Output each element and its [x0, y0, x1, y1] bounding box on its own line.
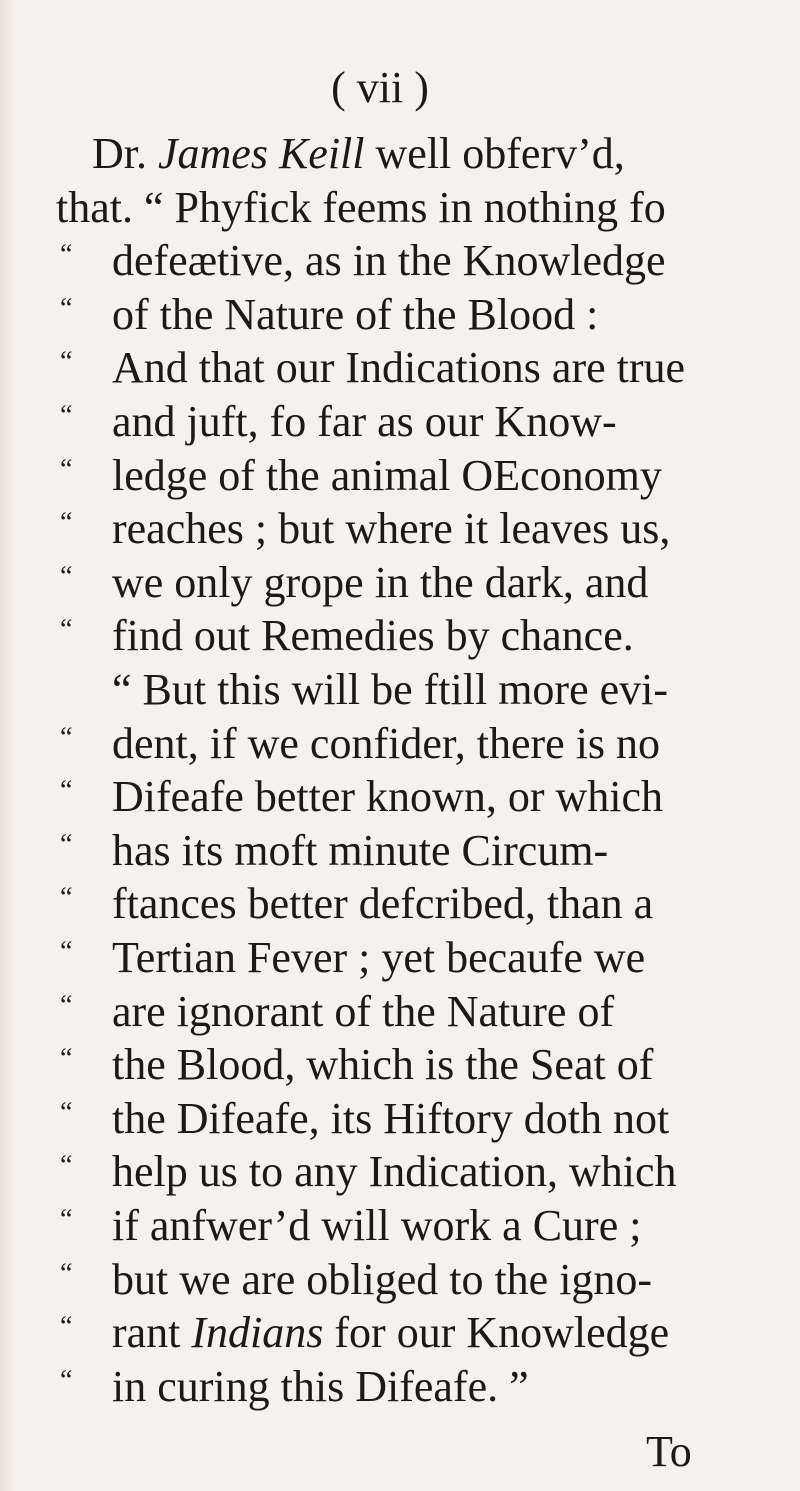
text-line — [0, 823, 800, 879]
text-run: are ignorant of the Nature of — [112, 986, 615, 1036]
line-text — [112, 1252, 652, 1308]
text-line — [0, 287, 800, 343]
italic-text: Indians — [191, 1308, 324, 1358]
text-run: rant — [112, 1308, 192, 1358]
quotation-mark: “ — [60, 614, 73, 646]
text-line — [0, 984, 800, 1040]
line-text — [112, 1359, 529, 1415]
text-run: we only grope in the dark, and — [112, 557, 649, 607]
quotation-mark: “ — [60, 507, 73, 539]
text-line — [0, 555, 800, 611]
text-line — [0, 716, 800, 772]
quotation-mark: “ — [60, 828, 73, 860]
line-text — [112, 1037, 653, 1093]
text-run: but we are obliged to the igno- — [112, 1254, 653, 1304]
italic-text: James Keill — [158, 129, 365, 178]
quotation-mark: “ — [60, 292, 73, 324]
text-run: has its moft minute Circum- — [112, 825, 609, 875]
text-line — [0, 180, 800, 236]
text-run: Dr. — [92, 129, 158, 178]
quotation-mark: “ — [60, 560, 73, 592]
text-line — [0, 1091, 800, 1147]
line-text — [112, 769, 663, 825]
text-run: well obferv’d, — [364, 129, 625, 178]
text-line — [0, 1198, 800, 1254]
text-run: Difeafe better known, or which — [112, 772, 664, 822]
line-text — [112, 984, 614, 1040]
quotation-mark: “ — [60, 936, 73, 967]
quotation-mark: “ — [60, 453, 73, 485]
text-run: the Blood, which is the Seat of — [112, 1040, 654, 1090]
text-run: ftances better defcribed, than a — [112, 879, 654, 929]
quotation-mark: “ — [60, 1204, 73, 1235]
text-run: defeætive, as in the Knowledge — [112, 236, 666, 286]
line-text — [112, 1198, 641, 1254]
quotation-mark: “ — [60, 1364, 73, 1396]
quotation-mark: “ — [60, 1096, 73, 1128]
text-line — [0, 769, 800, 825]
quotation-mark: “ — [60, 1257, 73, 1289]
line-text — [112, 716, 660, 772]
text-run: And that our Indications are true — [112, 343, 686, 393]
line-text — [112, 555, 648, 611]
text-run: Tertian Fever ; yet becaufe we — [112, 933, 646, 982]
line-text — [112, 823, 608, 879]
text-run: if anfwer’d will work a Cure ; — [112, 1201, 642, 1250]
text-run: find out Remedies by chance. — [112, 611, 634, 661]
text-run: of the Nature of the Blood : — [112, 289, 599, 339]
line-text — [112, 394, 617, 450]
line-text — [112, 608, 634, 664]
line-text — [112, 1144, 677, 1200]
line-text — [112, 501, 670, 557]
text-run: in curing this Difeafe. ” — [112, 1361, 529, 1411]
text-run: that. “ Phyfick feems in nothing fo — [56, 182, 666, 232]
quotation-mark: “ — [60, 775, 73, 807]
text-line — [0, 608, 800, 664]
line-text — [112, 876, 653, 932]
line-text — [112, 662, 668, 718]
text-run: help us to any Indication, which — [112, 1147, 677, 1197]
text-run: ledge of the animal OEconomy — [112, 450, 662, 500]
text-line — [0, 233, 800, 289]
text-run: dent, if we confider, there is no — [112, 718, 661, 768]
text-run: “ But this will be ftill more evi- — [112, 665, 669, 714]
text-line — [0, 1305, 800, 1361]
line-text — [112, 448, 662, 504]
quotation-mark: “ — [60, 882, 73, 914]
text-line — [0, 394, 800, 450]
text-line — [0, 876, 800, 932]
catchword: To — [646, 1427, 692, 1476]
quotation-mark: “ — [60, 989, 73, 1021]
line-text — [112, 233, 666, 289]
text-line — [0, 1037, 800, 1093]
text-line — [0, 448, 800, 504]
quotation-mark: “ — [60, 721, 73, 753]
quotation-mark: “ — [60, 400, 73, 431]
text-line — [0, 1144, 800, 1200]
text-run: reaches ; but where it leaves us, — [112, 504, 671, 554]
text-line — [0, 126, 800, 182]
text-line — [0, 340, 800, 396]
quotation-mark: “ — [60, 1043, 73, 1075]
text-line — [0, 1359, 800, 1415]
line-text — [112, 930, 645, 986]
text-line — [0, 1252, 800, 1308]
text-run: for our Knowledge — [323, 1308, 670, 1358]
line-text — [112, 340, 685, 396]
line-text — [112, 1305, 669, 1361]
text-line — [0, 662, 800, 718]
line-text — [112, 1091, 669, 1147]
quotation-mark: “ — [60, 239, 73, 271]
line-text — [56, 180, 666, 236]
page-number: ( vii ) — [331, 63, 429, 112]
text-run: and juft, fo far as our Know- — [112, 397, 617, 446]
text-line — [0, 501, 800, 557]
quotation-mark: “ — [60, 346, 73, 378]
text-line — [0, 930, 800, 986]
line-text — [112, 287, 598, 343]
line-text — [92, 126, 625, 182]
quotation-mark: “ — [60, 1311, 73, 1343]
quotation-mark: “ — [60, 1150, 73, 1182]
text-run: the Difeafe, its Hiftory doth not — [112, 1093, 670, 1143]
